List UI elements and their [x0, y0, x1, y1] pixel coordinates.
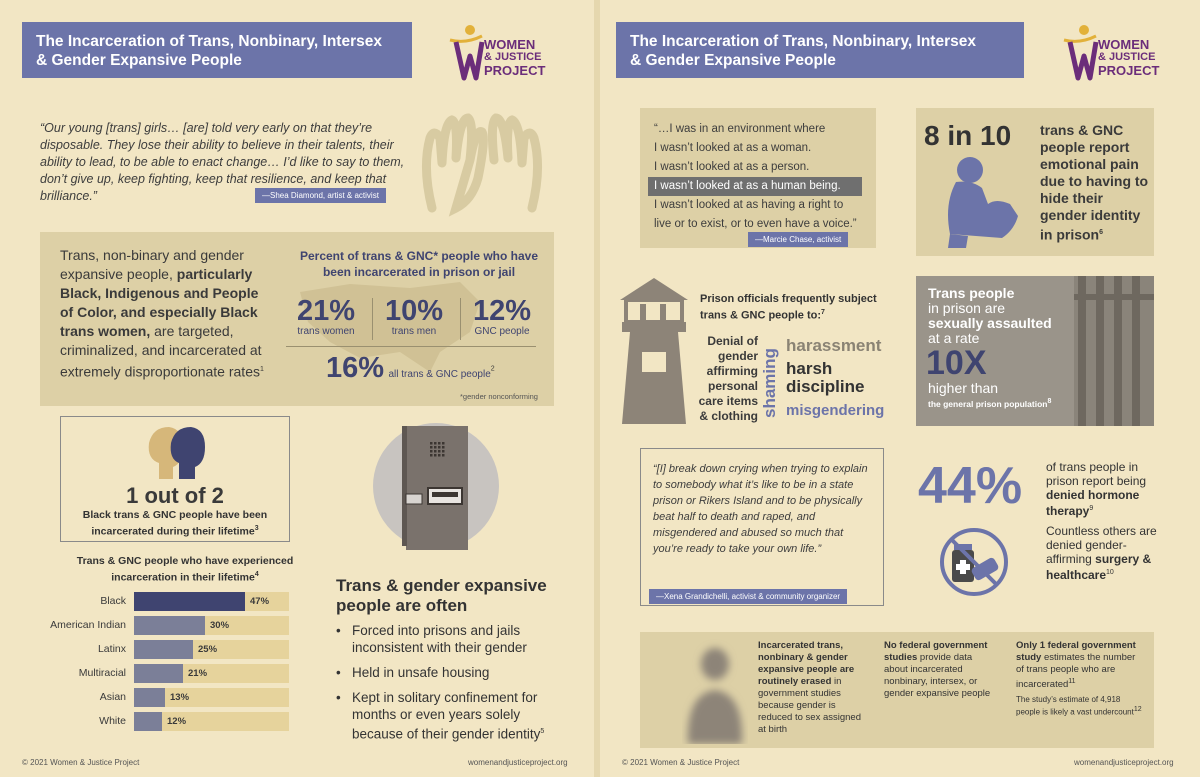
footer-copyright: © 2021 Women & Justice Project — [622, 758, 740, 767]
xena-quote: “[I] break down crying when trying to explain to somebody what it’s like to be in a state prison or Rikers Island and to be physically beat half to death and raped, and misgendered and abused so much that you’re ready to take your own life.” — [653, 463, 868, 555]
often-ref: 5 — [540, 728, 545, 735]
disp-text-post: are targeted, criminalized, and incarcerated at extremely disproportionate rates — [60, 323, 262, 380]
quote-line: I wasn’t looked at as having a right to — [654, 199, 844, 211]
one-of-two-value: 1 out of 2 — [126, 483, 224, 508]
no-pills-icon — [938, 526, 1010, 598]
disproportionate-text — [60, 246, 270, 382]
col1-rest: in government studies because gender is reduced to sex assigned at birth — [758, 676, 861, 735]
eight-in-ten-box — [916, 108, 1154, 256]
logo-line2: & JUSTICE — [1098, 51, 1156, 63]
col2-bold: No federal government studies — [884, 640, 988, 663]
assault-text — [928, 286, 1098, 346]
erased-col2 — [884, 640, 998, 700]
logo-line3: PROJECT — [1098, 63, 1160, 78]
raised-hands-icon — [412, 108, 552, 218]
eight-in-ten-text: trans & GNC people report emotional pain due to having to hide their gender identity in prison — [1040, 122, 1149, 243]
disp-text-pre: Trans, non-binary and gender expansive people, — [60, 247, 244, 282]
bar — [134, 592, 245, 611]
stat-value: 21% — [296, 295, 356, 327]
often-item — [336, 689, 572, 743]
header-title-line1: The Incarceration of Trans, Nonbinary, Intersex — [36, 33, 382, 50]
header-title-line2: & Gender Expansive People — [36, 52, 242, 69]
col3-small: The study’s estimate of 4,918 people is likely a vast undercount — [1016, 695, 1134, 717]
bar-value-label: 13% — [170, 692, 190, 703]
eight-in-ten-ref: 6 — [1099, 229, 1104, 236]
shea-diamond-quote: “Our young [trans] girls… [are] told very early on that they’re disposable. They lose their ability to believe in their talents, their ability to lead, to be able to enact change… I’d like to say to them, don’t give up, keep fighting, keep that resilience, and keep that brilliance.” — [40, 121, 405, 203]
stat-divider — [372, 298, 373, 340]
harassment-text: harassment — [786, 336, 882, 355]
bar-label: Asian — [99, 691, 126, 703]
stat-value: 10% — [384, 295, 444, 327]
col3-small-wrap — [1016, 695, 1142, 718]
stat-label: GNC people — [474, 326, 530, 337]
assault-line: Trans people — [928, 285, 1015, 301]
discipline-text: harsh discipline — [786, 359, 865, 396]
logo-line1: WOMEN — [484, 37, 536, 52]
quote-line: “…I was in an environment where — [654, 123, 826, 135]
logo-text — [484, 38, 545, 77]
footer-website[interactable]: womenandjusticeproject.org — [468, 758, 568, 767]
stat-total — [326, 352, 556, 385]
bar — [134, 616, 205, 635]
hormone-pre: of trans people in prison report being — [1046, 460, 1147, 488]
bar — [134, 688, 165, 707]
bar-label: American Indian — [50, 619, 126, 631]
footer-website[interactable]: womenandjusticeproject.org — [1074, 758, 1174, 767]
bar-value-label: 30% — [210, 620, 230, 631]
marcie-quote — [654, 120, 874, 234]
left-page — [0, 0, 594, 777]
left-header — [22, 22, 412, 78]
stat-value: 12% — [472, 295, 532, 327]
right-header — [616, 22, 1024, 78]
hormone-caption — [1046, 460, 1166, 518]
ten-x-value: 10X — [926, 344, 987, 382]
bar-value-label: 12% — [167, 716, 187, 727]
logo-figure-icon — [446, 22, 486, 84]
disp-text-bold: particularly Black, Indigenous and People of Color, and especially Black trans women, — [60, 266, 259, 339]
denial-text: Denial of gender affirming personal care items & clothing — [698, 334, 758, 423]
col2-rest: provide data about incarcerated nonbinary, intersex, or gender expansive people — [884, 652, 991, 699]
bar-row — [0, 664, 300, 683]
footer-copyright: © 2021 Women & Justice Project — [22, 758, 140, 767]
xena-attribution: —Xena Grandichelli, activist & community organizer — [649, 589, 847, 604]
logo-text — [1098, 38, 1159, 77]
bar-value-label: 25% — [198, 644, 218, 655]
quote-line-highlight: I wasn’t looked at as a human being. — [648, 177, 862, 196]
one-of-two-text: Black trans & GNC people have been incarcerated during their lifetime — [82, 509, 268, 538]
chart-title-text: Trans & GNC people who have experienced incarceration in their lifetime — [76, 555, 294, 584]
stat-label: trans women — [297, 326, 355, 337]
erased-box — [640, 632, 1154, 748]
shaming-text: shaming — [760, 348, 779, 418]
stat-trans-women — [286, 296, 366, 337]
bar — [134, 712, 162, 731]
gnc-footnote: *gender nonconforming — [460, 392, 538, 401]
bar-row — [0, 712, 300, 731]
guard-tower-icon — [616, 276, 692, 426]
wjp-logo — [1060, 22, 1180, 84]
others-caption — [1046, 524, 1166, 582]
often-item — [336, 622, 572, 656]
often-item-text: Held in unsafe housing — [352, 665, 490, 680]
col3-small-ref: 12 — [1133, 706, 1142, 714]
col1-bold: Incarcerated trans, nonbinary & gender expansive people are routinely erased — [758, 640, 855, 687]
bar — [134, 664, 183, 683]
erased-col3 — [1016, 640, 1142, 718]
xena-quote-box — [640, 448, 884, 606]
col3-bold: Only 1 federal government study — [1016, 640, 1136, 663]
often-item-text: Forced into prisons and jails inconsistent with their gender — [352, 623, 527, 655]
assault-line6: the general prison population — [928, 398, 1048, 409]
bar-track — [134, 592, 289, 611]
stat-trans-men — [374, 296, 454, 337]
bar — [134, 640, 193, 659]
bar-value-label: 21% — [188, 668, 208, 679]
often-list — [336, 622, 572, 751]
chart-title-ref: 4 — [254, 571, 259, 578]
bar-label: White — [99, 715, 126, 727]
hormone-ref: 9 — [1089, 505, 1094, 512]
assault-line: at a rate — [928, 330, 980, 346]
quote-line: I wasn’t looked at as a woman. — [654, 142, 812, 154]
often-item-text: Kept in solitary confinement for months or even years solely because of their gender identity — [352, 690, 541, 742]
hormone-value: 44% — [918, 457, 1023, 515]
one-of-two-ref: 3 — [254, 525, 259, 532]
assault-line: sexually assaulted — [928, 315, 1052, 331]
quote-line: I wasn’t looked at as a person. — [654, 161, 810, 173]
col3-ref: 11 — [1068, 678, 1076, 685]
bar-row — [0, 592, 300, 611]
often-item — [336, 664, 572, 681]
assault-ref: 8 — [1047, 398, 1052, 405]
bar-track — [134, 640, 289, 659]
bar-track — [134, 688, 289, 707]
others-ref: 10 — [1106, 569, 1114, 576]
blurred-person-icon — [680, 638, 750, 744]
erased-col1 — [758, 640, 868, 736]
assault-line: in prison are — [928, 300, 1006, 316]
others-pre: Countless others are denied gender-affirming — [1046, 524, 1157, 566]
bar-label: Multiracial — [78, 667, 126, 679]
prison-door-icon — [372, 422, 500, 550]
percent-stats — [286, 296, 538, 342]
bar-label: Latinx — [97, 643, 126, 655]
officials-title-text: Prison officials frequently subject trans & GNC people to: — [700, 293, 877, 322]
percent-title: Percent of trans & GNC* people who have been incarcerated in prison or jail — [299, 249, 539, 279]
eight-in-ten-caption — [1040, 122, 1152, 244]
logo-line2: & JUSTICE — [484, 51, 542, 63]
officials-title — [700, 292, 880, 323]
bar-label: Black — [100, 595, 126, 607]
bar-track — [134, 712, 289, 731]
marcie-chase-attribution: —Marcie Chase, activist — [748, 232, 848, 247]
disp-ref: 1 — [260, 366, 264, 373]
col3-rest: estimates the number of trans people who are incarcerated — [1016, 652, 1136, 691]
quote-line: live or to exist, or to even have a voice.” — [654, 218, 857, 230]
marcie-chase-quote-box — [640, 108, 876, 248]
others-bold: surgery & healthcare — [1046, 552, 1152, 582]
bar-row — [0, 688, 300, 707]
stat-label: trans men — [391, 326, 437, 337]
total-label: all trans & GNC people — [388, 369, 491, 380]
bar-row — [0, 640, 300, 659]
sitting-person-icon — [932, 152, 1030, 250]
right-page — [600, 0, 1200, 777]
total-ref: 2 — [490, 365, 495, 373]
bar-track — [134, 664, 289, 683]
total-value: 16% — [326, 352, 385, 384]
logo-line3: PROJECT — [484, 63, 546, 78]
profile-heads-icon — [139, 423, 219, 481]
sexual-assault-box — [916, 276, 1154, 426]
wjp-logo — [446, 22, 566, 84]
bar-track — [134, 616, 289, 635]
often-title: Trans & gender expansive people are often — [336, 576, 547, 615]
stat-divider — [460, 298, 461, 340]
assault-population — [928, 398, 1051, 409]
lifetime-chart-title — [60, 554, 310, 585]
misgendering-text: misgendering — [786, 402, 885, 419]
stat-gnc — [462, 296, 542, 337]
logo-figure-icon — [1060, 22, 1100, 84]
eight-in-ten-value: 8 in 10 — [924, 120, 1012, 151]
header-title-line2: & Gender Expansive People — [630, 52, 836, 69]
assault-line: higher than — [928, 380, 999, 396]
header-title-line1: The Incarceration of Trans, Nonbinary, Intersex — [630, 33, 976, 50]
lifetime-bar-chart — [0, 592, 300, 732]
one-of-two-box — [60, 416, 290, 542]
bar-value-label: 47% — [250, 596, 270, 607]
officials-ref: 7 — [821, 309, 825, 316]
disproportionate-rates-box — [40, 232, 554, 406]
bar-row — [0, 616, 300, 635]
hormone-bold: denied hormone therapy — [1046, 488, 1140, 518]
logo-line1: WOMEN — [1098, 37, 1150, 52]
one-of-two-caption — [73, 509, 277, 539]
shea-diamond-attribution: —Shea Diamond, artist & activist — [255, 188, 386, 203]
stat-hr — [286, 346, 536, 347]
